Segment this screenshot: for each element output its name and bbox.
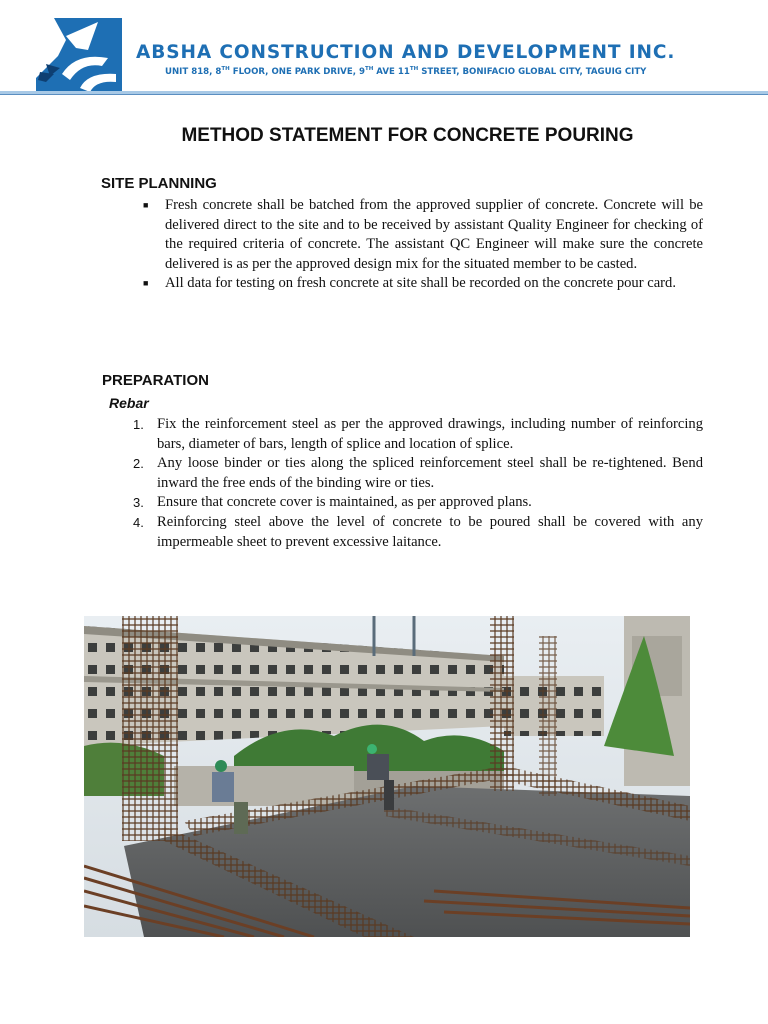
header-divider-line [0, 94, 768, 95]
list-item: ■ Fresh concrete shall be batched from the approved supplier of concrete. Concrete will be delivered direct to the site and to be received by assistant Quality Engineer for checking of the required criteria of concrete. The assistant QC Engineer will make sure the concrete delivered is as per the approved design mix for the situated member to be casted. [143, 197, 703, 272]
rebar-steps-list [133, 415, 703, 552]
site-planning-heading: SITE PLANNING [101, 175, 217, 192]
list-item: 2. Any loose binder or ties along the spliced reinforcement steel shall be re-tightened. Bend inward the free ends of the binding wire or ties. [133, 455, 703, 491]
bullet-marker-icon: ■ [143, 278, 149, 289]
company-name: ABSHA CONSTRUCTION AND DEVELOPMENT INC. [136, 42, 676, 63]
rebar-subheading: Rebar [109, 395, 149, 411]
list-item: ■ All data for testing on fresh concrete at site shall be recorded on the concrete pour card. [165, 274, 703, 294]
construction-site-photo [84, 616, 690, 937]
preparation-heading: PREPARATION [102, 372, 209, 389]
company-logo [36, 18, 122, 92]
list-item: 3. Ensure that concrete cover is maintained, as per approved plans. [133, 494, 532, 511]
list-item: 4. Reinforcing steel above the level of concrete to be poured shall be covered with any impermeable sheet to prevent excessive laitance. [133, 513, 703, 550]
company-address: UNIT 818, 8TH FLOOR, ONE PARK DRIVE, 9TH AVE 11TH STREET, BONIFACIO GLOBAL CITY, TAGUIG CITY [165, 66, 647, 77]
list-item: 1. Fix the reinforcement steel as per the approved drawings, including number of reinforcing bars, diameter of bars, length of splice and location of splice. [133, 416, 703, 452]
site-planning-list [143, 196, 703, 294]
bullet-marker-icon: ■ [143, 200, 149, 210]
document-title: METHOD STATEMENT FOR CONCRETE POURING [181, 125, 634, 146]
